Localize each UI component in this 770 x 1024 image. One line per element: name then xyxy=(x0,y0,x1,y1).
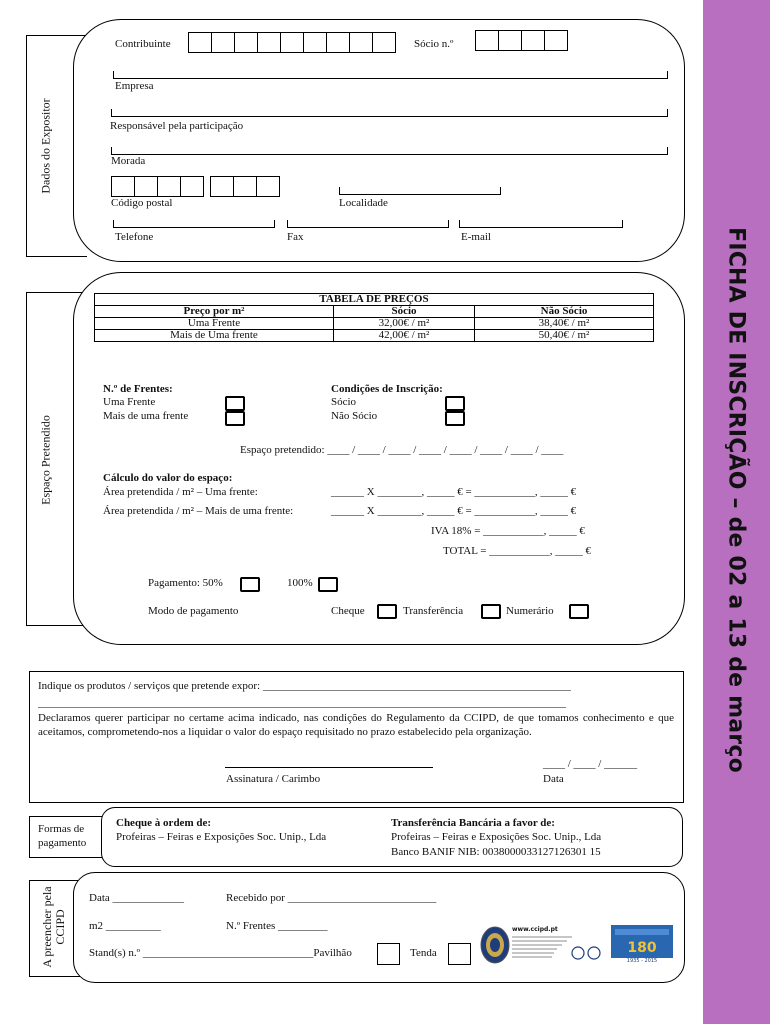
ccipd-section-label: A preencher pela CCIPD xyxy=(40,886,67,968)
price-header: Preço por m² xyxy=(95,306,334,318)
responsavel-label: Responsável pela participação xyxy=(110,120,244,132)
transferencia-title: Transferência Bancária a favor de: xyxy=(391,817,555,829)
ccipd-panel xyxy=(73,872,685,983)
pagamento-50-checkbox[interactable] xyxy=(240,577,260,592)
price-cell: Mais de Uma frente xyxy=(95,330,334,342)
form-title: FICHA DE INSCRIÇÃO – de 02 a 13 de março xyxy=(723,227,749,773)
socio-label: Sócio xyxy=(331,396,357,408)
responsavel-field[interactable] xyxy=(111,109,668,117)
assinatura-label: Assinatura / Carimbo xyxy=(226,773,321,785)
fax-field[interactable] xyxy=(287,220,449,228)
empresa-label: Empresa xyxy=(115,80,154,92)
cheque-title: Cheque à ordem de: xyxy=(116,817,212,829)
table-row xyxy=(95,318,654,330)
calculo-title: Cálculo do valor do espaço: xyxy=(103,472,233,484)
contribuinte-input[interactable] xyxy=(189,32,396,53)
anniversary-years: 1935 - 2015 xyxy=(611,958,673,965)
localidade-label: Localidade xyxy=(339,197,388,209)
svg-text:180: 180 xyxy=(627,940,657,956)
price-cell: 38,40€ / m² xyxy=(475,318,654,330)
email-field[interactable] xyxy=(459,220,623,228)
pagamento-label: Pagamento: 50% xyxy=(148,577,223,589)
tenda-checkbox[interactable] xyxy=(448,943,471,965)
recebido-por-field[interactable]: Recebido por ___________________________ xyxy=(226,892,437,904)
tenda-label: Tenda xyxy=(410,947,437,959)
total-field[interactable]: TOTAL = ___________, _____ € xyxy=(443,545,592,557)
declaracao-text: Declaramos querer participar no certame acima indicado, nas condições do Regulamento da CCIPD, de que tomamos conhecimento e que aceitamos, comprometendo-nos a liquidar o valor do espaço requisitado no prazo estabelecido pela organização. xyxy=(38,712,674,738)
telefone-field[interactable] xyxy=(113,220,275,228)
ccipd-data-field[interactable]: Data _____________ xyxy=(89,892,185,904)
ccipd-seal-icon xyxy=(480,925,510,965)
price-table xyxy=(94,293,654,342)
transferencia-text: Profeiras – Feiras e Exposições Soc. Unip., Lda xyxy=(391,831,602,843)
numerario-checkbox[interactable] xyxy=(569,604,589,619)
price-cell: 42,00€ / m² xyxy=(334,330,475,342)
codigo-postal-input-b[interactable] xyxy=(211,176,280,197)
price-header: Não Sócio xyxy=(475,306,654,318)
uma-frente-label: Uma Frente xyxy=(103,396,156,408)
transferencia-checkbox[interactable] xyxy=(481,604,501,619)
modo-pagamento-label: Modo de pagamento xyxy=(148,605,239,617)
price-cell: 32,00€ / m² xyxy=(334,318,475,330)
price-table-title: TABELA DE PREÇOS xyxy=(95,294,654,306)
condicoes-title: Condições de Inscrição: xyxy=(331,383,443,395)
produtos-field[interactable]: Indique os produtos / serviços que pretende expor: ________________________________________________________ xyxy=(38,680,571,692)
empresa-field[interactable] xyxy=(113,71,668,79)
uma-frente-checkbox[interactable] xyxy=(225,396,245,411)
assinatura-line[interactable] xyxy=(225,767,433,768)
socio-no-label: Sócio n.º xyxy=(414,38,454,50)
area-uma-label: Área pretendida / m² – Uma frente: xyxy=(103,486,258,498)
m2-field[interactable]: m2 __________ xyxy=(89,920,161,932)
transferencia-label: Transferência xyxy=(403,605,464,617)
data-label: Data xyxy=(543,773,564,785)
morada-label: Morada xyxy=(111,155,146,167)
formas-label: Formas de pagamento xyxy=(38,823,87,849)
iva-field[interactable]: IVA 18% = ___________, _____ € xyxy=(431,525,585,537)
area-mais-label: Área pretendida / m² – Mais de uma frente: xyxy=(103,505,294,517)
morada-field[interactable] xyxy=(111,147,668,155)
contribuinte-label: Contribuinte xyxy=(115,38,171,50)
fax-label: Fax xyxy=(287,231,304,243)
codigo-postal-label: Código postal xyxy=(111,197,173,209)
table-row xyxy=(95,330,654,342)
mais-frente-label: Mais de uma frente xyxy=(103,410,189,422)
n-frentes-field[interactable]: N.º Frentes _________ xyxy=(226,920,328,932)
ccipd-website: www.ccipd.pt xyxy=(512,926,558,933)
n-frentes-title: N.º de Frentes: xyxy=(103,383,173,395)
pavilhao-checkbox[interactable] xyxy=(377,943,400,965)
localidade-field[interactable] xyxy=(339,187,501,195)
nao-socio-checkbox[interactable] xyxy=(445,411,465,426)
nao-socio-label: Não Sócio xyxy=(331,410,378,422)
price-header: Sócio xyxy=(334,306,475,318)
area-uma-calc[interactable]: ______ X ________, _____ € = ___________, _____ € xyxy=(331,486,577,498)
pagamento-100-checkbox[interactable] xyxy=(318,577,338,592)
expositor-section-label: Dados do Expositor xyxy=(38,98,53,194)
email-label: E-mail xyxy=(461,231,491,243)
cheque-checkbox[interactable] xyxy=(377,604,397,619)
produtos-extra-line[interactable]: ________________________________________________________________________________________________ xyxy=(38,697,566,709)
telefone-label: Telefone xyxy=(115,231,154,243)
price-cell: 50,40€ / m² xyxy=(475,330,654,342)
mais-frente-checkbox[interactable] xyxy=(225,411,245,426)
espaco-pretendido-field[interactable]: Espaço pretendido: ____ / ____ / ____ / ____ / ____ / ____ / ____ / ____ xyxy=(240,444,564,456)
socio-checkbox[interactable] xyxy=(445,396,465,411)
nib-text: Banco BANIF NIB: 0038000033127126301 15 xyxy=(391,846,601,858)
ccipd-contact-text xyxy=(512,935,602,963)
codigo-postal-input-a[interactable] xyxy=(112,176,204,197)
cheque-label: Cheque xyxy=(331,605,365,617)
area-mais-calc[interactable]: ______ X ________, _____ € = ___________, _____ € xyxy=(331,505,577,517)
espaco-section-label: Espaço Pretendido xyxy=(38,415,53,505)
price-cell: Uma Frente xyxy=(95,318,334,330)
numerario-label: Numerário xyxy=(506,605,554,617)
data-field[interactable]: ____ / ____ / ______ xyxy=(543,758,638,770)
pagamento-100-label: 100% xyxy=(287,577,313,589)
cheque-text: Profeiras – Feiras e Exposições Soc. Unip., Lda xyxy=(116,831,327,843)
socio-no-input[interactable] xyxy=(476,30,568,51)
anniversary-logo xyxy=(611,925,673,965)
stand-field[interactable]: Stand(s) n.º _______________________________Pavilhão xyxy=(89,947,352,959)
